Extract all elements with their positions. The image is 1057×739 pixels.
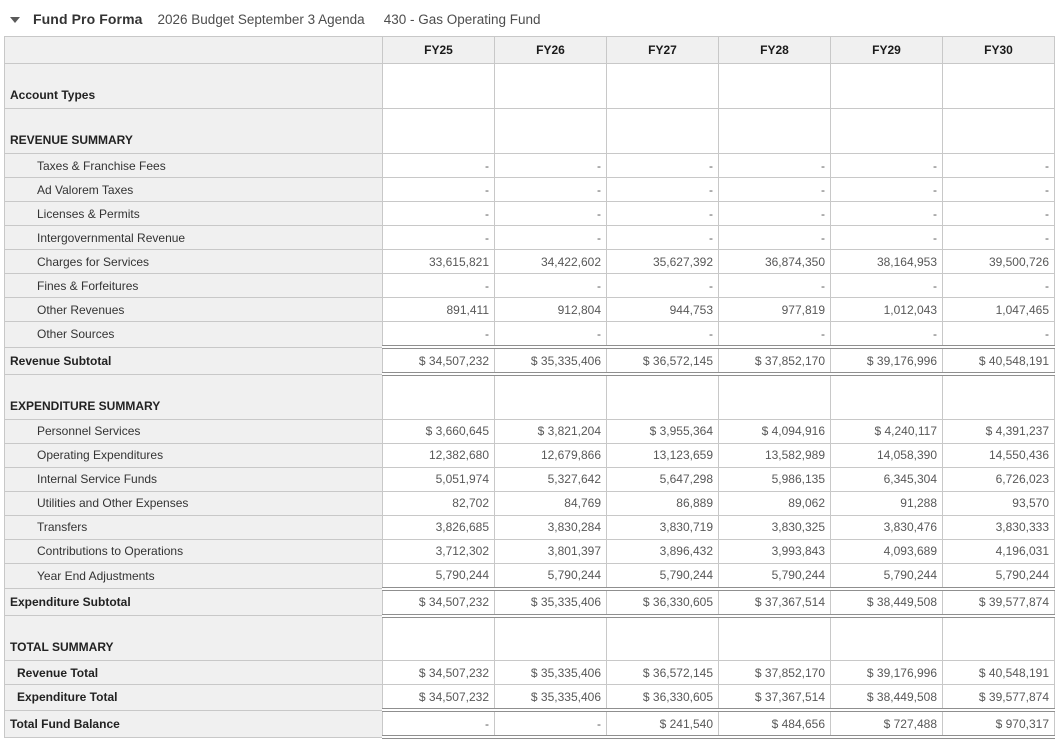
cell-value: 34,422,602 <box>495 250 607 274</box>
table-row <box>5 274 1055 298</box>
row-label: Other Revenues <box>5 298 383 322</box>
column-header-fy29: FY29 <box>831 37 943 64</box>
cell-value: $ 4,094,916 <box>719 419 831 443</box>
cell-value: $ 35,335,406 <box>495 685 607 711</box>
table-row <box>5 250 1055 274</box>
report-title: Fund Pro Forma <box>33 11 143 27</box>
cell-value: $ 40,548,191 <box>943 347 1055 374</box>
cell-value: - <box>495 178 607 202</box>
cell-value: 6,345,304 <box>831 467 943 491</box>
cell-value: 33,615,821 <box>383 250 495 274</box>
cell-value: - <box>831 178 943 202</box>
row-label: Revenue Subtotal <box>5 347 383 374</box>
cell-value: 12,679,866 <box>495 443 607 467</box>
cell-value: $ 37,852,170 <box>719 661 831 685</box>
cell-value <box>607 64 719 109</box>
cell-value <box>495 109 607 154</box>
cell-value: 5,647,298 <box>607 467 719 491</box>
cell-value: $ 39,176,996 <box>831 347 943 374</box>
cell-value: $ 39,577,874 <box>943 685 1055 711</box>
cell-value: $ 36,572,145 <box>607 661 719 685</box>
row-label: Licenses & Permits <box>5 202 383 226</box>
cell-value: - <box>943 274 1055 298</box>
row-label: Other Sources <box>5 322 383 348</box>
cell-value <box>495 64 607 109</box>
cell-value: - <box>943 154 1055 178</box>
cell-value: 14,058,390 <box>831 443 943 467</box>
row-label: Utilities and Other Expenses <box>5 491 383 515</box>
cell-value: $ 970,317 <box>943 710 1055 737</box>
cell-value: 3,801,397 <box>495 539 607 563</box>
column-header-fy30: FY30 <box>943 37 1055 64</box>
cell-value: 3,830,719 <box>607 515 719 539</box>
fund-pro-forma-table <box>4 36 1055 739</box>
cell-value: $ 36,572,145 <box>607 347 719 374</box>
cell-value: - <box>943 322 1055 348</box>
cell-value: 5,790,244 <box>719 563 831 589</box>
row-label-column-header <box>5 37 383 64</box>
cell-value: - <box>607 178 719 202</box>
cell-value: 3,830,333 <box>943 515 1055 539</box>
cell-value <box>383 109 495 154</box>
cell-value: $ 3,821,204 <box>495 419 607 443</box>
table-row <box>5 710 1055 737</box>
cell-value: 912,804 <box>495 298 607 322</box>
row-label: Expenditure Subtotal <box>5 589 383 616</box>
cell-value: $ 34,507,232 <box>383 685 495 711</box>
collapse-triangle-icon[interactable] <box>10 17 20 23</box>
cell-value <box>607 109 719 154</box>
cell-value <box>943 616 1055 661</box>
cell-value: $ 3,955,364 <box>607 419 719 443</box>
cell-value: 1,047,465 <box>943 298 1055 322</box>
cell-value: - <box>719 154 831 178</box>
cell-value: $ 38,449,508 <box>831 685 943 711</box>
cell-value <box>719 374 831 419</box>
cell-value: $ 38,449,508 <box>831 589 943 616</box>
cell-value: - <box>607 274 719 298</box>
cell-value: 13,582,989 <box>719 443 831 467</box>
cell-value: - <box>495 322 607 348</box>
cell-value: - <box>383 274 495 298</box>
cell-value: 36,874,350 <box>719 250 831 274</box>
cell-value: - <box>495 226 607 250</box>
cell-value <box>495 374 607 419</box>
row-label: Account Types <box>5 64 383 109</box>
table-row <box>5 374 1055 419</box>
cell-value: 89,062 <box>719 491 831 515</box>
cell-value: - <box>607 226 719 250</box>
cell-value: - <box>831 322 943 348</box>
cell-value: - <box>495 202 607 226</box>
cell-value <box>943 109 1055 154</box>
table-row <box>5 467 1055 491</box>
table-row <box>5 202 1055 226</box>
cell-value: 4,093,689 <box>831 539 943 563</box>
cell-value <box>943 64 1055 109</box>
cell-value: 35,627,392 <box>607 250 719 274</box>
row-label: REVENUE SUMMARY <box>5 109 383 154</box>
cell-value: $ 37,852,170 <box>719 347 831 374</box>
row-label: Contributions to Operations <box>5 539 383 563</box>
cell-value: - <box>495 710 607 737</box>
cell-value: 86,889 <box>607 491 719 515</box>
cell-value: - <box>383 178 495 202</box>
table-row <box>5 298 1055 322</box>
cell-value: - <box>831 154 943 178</box>
row-label: Operating Expenditures <box>5 443 383 467</box>
column-header-fy26: FY26 <box>495 37 607 64</box>
cell-value: - <box>383 202 495 226</box>
cell-value: 12,382,680 <box>383 443 495 467</box>
cell-value: $ 39,577,874 <box>943 589 1055 616</box>
row-label: Ad Valorem Taxes <box>5 178 383 202</box>
cell-value: - <box>831 274 943 298</box>
column-header-fy28: FY28 <box>719 37 831 64</box>
cell-value: $ 241,540 <box>607 710 719 737</box>
cell-value <box>607 374 719 419</box>
cell-value: 13,123,659 <box>607 443 719 467</box>
cell-value: - <box>943 178 1055 202</box>
cell-value: 5,790,244 <box>831 563 943 589</box>
report-header <box>0 0 1057 36</box>
row-label: Taxes & Franchise Fees <box>5 154 383 178</box>
column-header-row <box>5 37 1055 64</box>
cell-value: $ 34,507,232 <box>383 661 495 685</box>
fund-name: 430 - Gas Operating Fund <box>383 11 541 27</box>
cell-value: - <box>495 274 607 298</box>
cell-value: $ 727,488 <box>831 710 943 737</box>
cell-value: 6,726,023 <box>943 467 1055 491</box>
table-row <box>5 226 1055 250</box>
cell-value: 891,411 <box>383 298 495 322</box>
cell-value: 82,702 <box>383 491 495 515</box>
cell-value <box>831 374 943 419</box>
cell-value: - <box>719 178 831 202</box>
cell-value: - <box>383 226 495 250</box>
table-row <box>5 154 1055 178</box>
table-row <box>5 178 1055 202</box>
row-label: Charges for Services <box>5 250 383 274</box>
cell-value: 977,819 <box>719 298 831 322</box>
cell-value <box>831 616 943 661</box>
cell-value <box>607 616 719 661</box>
cell-value: - <box>831 226 943 250</box>
cell-value: $ 34,507,232 <box>383 347 495 374</box>
cell-value: - <box>943 226 1055 250</box>
row-label: Internal Service Funds <box>5 467 383 491</box>
cell-value: $ 40,548,191 <box>943 661 1055 685</box>
cell-value: $ 4,391,237 <box>943 419 1055 443</box>
cell-value <box>831 64 943 109</box>
cell-value: - <box>383 710 495 737</box>
cell-value: - <box>719 202 831 226</box>
row-label: Personnel Services <box>5 419 383 443</box>
cell-value <box>383 64 495 109</box>
cell-value: - <box>607 322 719 348</box>
cell-value: $ 39,176,996 <box>831 661 943 685</box>
column-header-fy27: FY27 <box>607 37 719 64</box>
cell-value: $ 3,660,645 <box>383 419 495 443</box>
cell-value: 93,570 <box>943 491 1055 515</box>
cell-value: 4,196,031 <box>943 539 1055 563</box>
row-label: Expenditure Total <box>5 685 383 711</box>
cell-value: 3,896,432 <box>607 539 719 563</box>
cell-value: $ 37,367,514 <box>719 589 831 616</box>
cell-value <box>719 109 831 154</box>
cell-value: $ 35,335,406 <box>495 347 607 374</box>
table-row <box>5 443 1055 467</box>
cell-value: $ 36,330,605 <box>607 589 719 616</box>
cell-value: $ 35,335,406 <box>495 589 607 616</box>
cell-value: 91,288 <box>831 491 943 515</box>
row-label: Year End Adjustments <box>5 563 383 589</box>
cell-value: 84,769 <box>495 491 607 515</box>
cell-value <box>495 616 607 661</box>
cell-value: - <box>383 154 495 178</box>
cell-value: 38,164,953 <box>831 250 943 274</box>
column-header-fy25: FY25 <box>383 37 495 64</box>
row-label: Total Fund Balance <box>5 710 383 737</box>
row-label: Fines & Forfeitures <box>5 274 383 298</box>
cell-value <box>719 64 831 109</box>
cell-value: $ 34,507,232 <box>383 589 495 616</box>
cell-value: - <box>943 202 1055 226</box>
table-row <box>5 322 1055 348</box>
row-label: Revenue Total <box>5 661 383 685</box>
table-body <box>5 64 1055 738</box>
cell-value: $ 35,335,406 <box>495 661 607 685</box>
cell-value: 5,986,135 <box>719 467 831 491</box>
cell-value: 39,500,726 <box>943 250 1055 274</box>
table-row <box>5 64 1055 109</box>
table-row <box>5 515 1055 539</box>
table-row <box>5 685 1055 711</box>
cell-value: 3,830,476 <box>831 515 943 539</box>
cell-value: - <box>719 226 831 250</box>
cell-value: 5,327,642 <box>495 467 607 491</box>
table-row <box>5 563 1055 589</box>
row-label: Transfers <box>5 515 383 539</box>
cell-value: - <box>607 202 719 226</box>
cell-value: $ 36,330,605 <box>607 685 719 711</box>
cell-value: - <box>831 202 943 226</box>
table-row <box>5 616 1055 661</box>
table-row <box>5 109 1055 154</box>
cell-value: 3,993,843 <box>719 539 831 563</box>
budget-name: 2026 Budget September 3 Agenda <box>157 11 365 27</box>
cell-value: - <box>607 154 719 178</box>
table-row <box>5 589 1055 616</box>
table-row <box>5 491 1055 515</box>
cell-value: 3,826,685 <box>383 515 495 539</box>
row-label: TOTAL SUMMARY <box>5 616 383 661</box>
cell-value: $ 484,656 <box>719 710 831 737</box>
cell-value: 5,790,244 <box>383 563 495 589</box>
cell-value: 5,051,974 <box>383 467 495 491</box>
cell-value: 3,712,302 <box>383 539 495 563</box>
cell-value: 5,790,244 <box>943 563 1055 589</box>
cell-value <box>831 109 943 154</box>
table-row <box>5 419 1055 443</box>
cell-value: 3,830,284 <box>495 515 607 539</box>
cell-value: 3,830,325 <box>719 515 831 539</box>
cell-value <box>943 374 1055 419</box>
table-row <box>5 661 1055 685</box>
cell-value: 5,790,244 <box>495 563 607 589</box>
cell-value: - <box>383 322 495 348</box>
row-label: Intergovernmental Revenue <box>5 226 383 250</box>
row-label: EXPENDITURE SUMMARY <box>5 374 383 419</box>
table-row <box>5 539 1055 563</box>
table-row <box>5 347 1055 374</box>
cell-value: 14,550,436 <box>943 443 1055 467</box>
cell-value: $ 4,240,117 <box>831 419 943 443</box>
cell-value: 944,753 <box>607 298 719 322</box>
cell-value <box>383 374 495 419</box>
cell-value: $ 37,367,514 <box>719 685 831 711</box>
cell-value: - <box>495 154 607 178</box>
cell-value: - <box>719 322 831 348</box>
cell-value <box>719 616 831 661</box>
cell-value: - <box>719 274 831 298</box>
cell-value: 1,012,043 <box>831 298 943 322</box>
cell-value: 5,790,244 <box>607 563 719 589</box>
cell-value <box>383 616 495 661</box>
